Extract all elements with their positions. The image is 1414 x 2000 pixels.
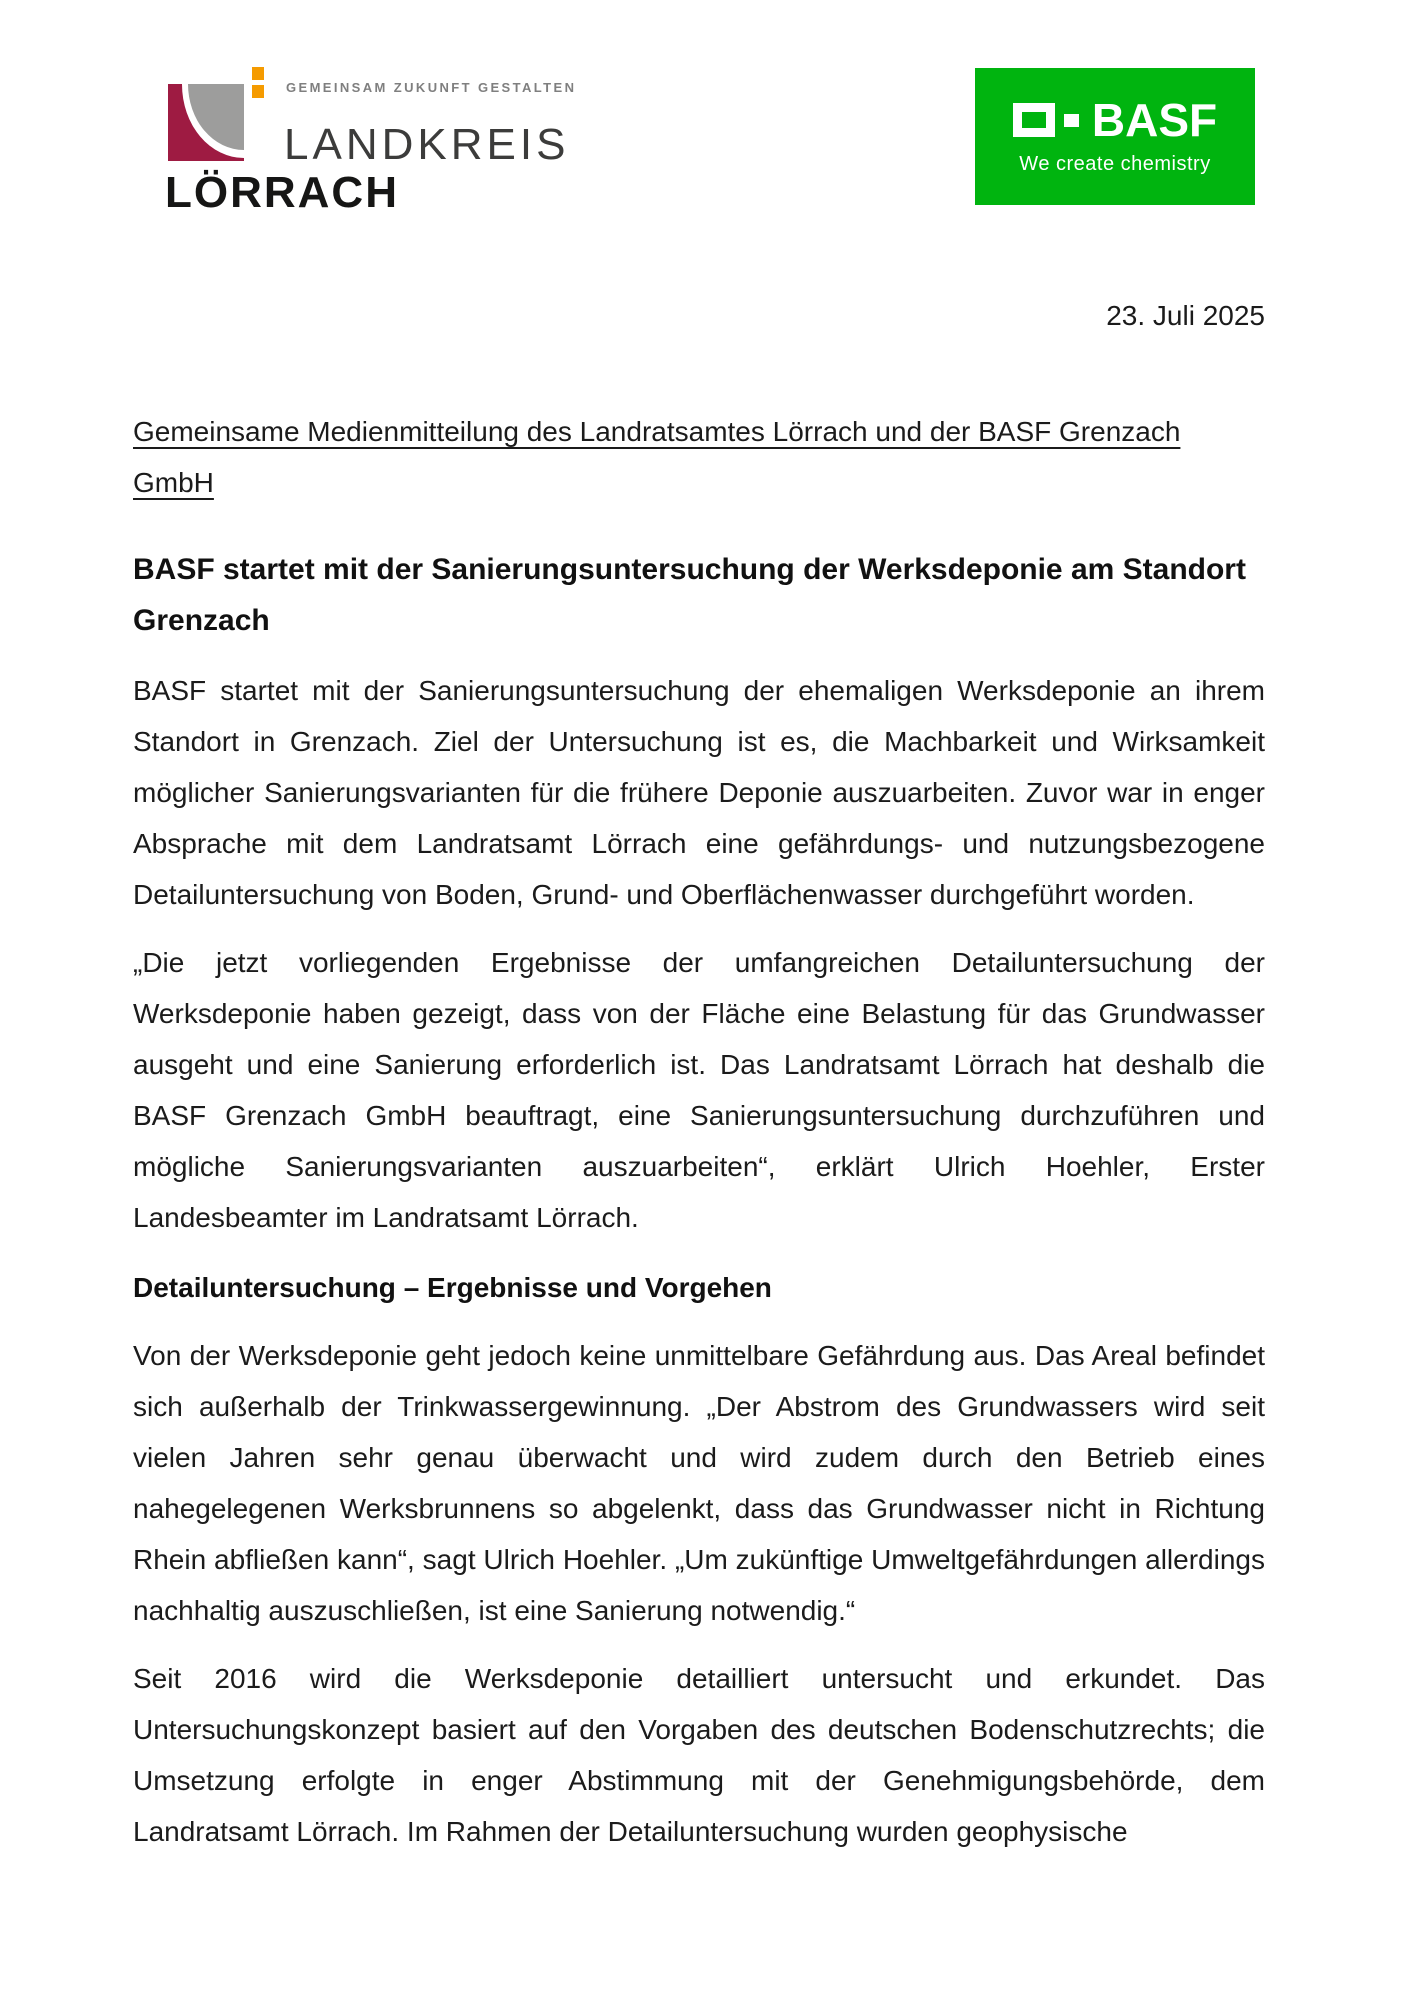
intro-paragraph: BASF startet mit der Sanierungsuntersuchung der ehemaligen Werksdeponie an ihrem Standort in Grenzach. Ziel der Untersuchung ist es, die Machbarkeit und Wirksamkeit möglicher Sanierungsvarianten für die frühere Deponie auszuarbeiten. Zuvor war in enger Absprache mit dem Landratsamt Lörrach eine gefährdungs- und nutzungsbezogene Detailuntersuchung von Boden, Grund- und Oberflächenwasser durchgeführt worden. bbox=[133, 675, 1265, 910]
basf-square-dot-icon bbox=[1064, 114, 1079, 127]
section-heading: Detailuntersuchung – Ergebnisse und Vorgehen bbox=[133, 1272, 772, 1303]
landkreis-logo-line1: LANDKREIS bbox=[284, 120, 570, 169]
logo-orange-square-icon bbox=[252, 85, 264, 98]
landkreis-logo-line2: LÖRRACH bbox=[165, 168, 399, 217]
basf-logo-row bbox=[1013, 94, 1218, 146]
basf-logo-tagline: We create chemistry bbox=[1019, 153, 1211, 175]
basf-logo bbox=[975, 68, 1255, 205]
quote-paragraph: „Die jetzt vorliegenden Ergebnisse der umfangreichen Detailuntersuchung der Werksdeponie haben gezeigt, dass von der Fläche eine Belastung für das Grundwasser ausgeht und eine Sanierung erforderlich ist. Das Landratsamt Lörrach hat deshalb die BASF Grenzach GmbH beauftragt, eine Sanierungsuntersuchung durchzuführen und mögliche Sanierungsvarianten auszuarbeiten“, erklärt Ulrich Hoehler, Erster Landesbeamter im Landratsamt Lörrach. bbox=[133, 947, 1265, 1233]
section-paragraph: Von der Werksdeponie geht jedoch keine unmittelbare Gefährdung aus. Das Areal befindet sich außerhalb der Trinkwassergewinnung. „Der Abstrom des Grundwassers wird seit vielen Jahren sehr genau überwacht und wird zudem durch den Betrieb eines nahegelegenen Werksbrunnens so abgelenkt, dass das Grundwasser nicht in Richtung Rhein abfließen kann“, sagt Ulrich Hoehler. „Um zukünftige Umweltgefährdungen allerdings nachhaltig auszuschließen, ist eine Sanierung notwendig.“ bbox=[133, 1340, 1265, 1626]
document-date: 23. Juli 2025 bbox=[1106, 300, 1265, 331]
basf-wordmark: BASF bbox=[1091, 94, 1218, 146]
subject-line: Gemeinsame Medienmitteilung des Landratsamtes Lörrach und der BASF Grenzach GmbH bbox=[133, 416, 1181, 498]
section-paragraph: Seit 2016 wird die Werksdeponie detailliert untersucht und erkundet. Das Untersuchungskonzept basiert auf den Vorgaben des deutschen Bodenschutzrechts; die Umsetzung erfolgte in enger Abstimmung mit der Genehmigungsbehörde, dem Landratsamt Lörrach. Im Rahmen der Detailuntersuchung wurden geophysische bbox=[133, 1663, 1265, 1847]
logo-orange-square-icon bbox=[252, 67, 264, 80]
document-body bbox=[133, 296, 1265, 1857]
logo-swoosh-gray bbox=[188, 84, 244, 150]
basf-square-outline-icon bbox=[1013, 103, 1055, 137]
document-title: BASF startet mit der Sanierungsuntersuchung der Werksdeponie am Standort Grenzach bbox=[133, 553, 1246, 637]
landkreis-loerrach-logo-icon bbox=[168, 84, 244, 161]
landkreis-logo-tagline: GEMEINSAM ZUKUNFT GESTALTEN bbox=[286, 80, 577, 95]
